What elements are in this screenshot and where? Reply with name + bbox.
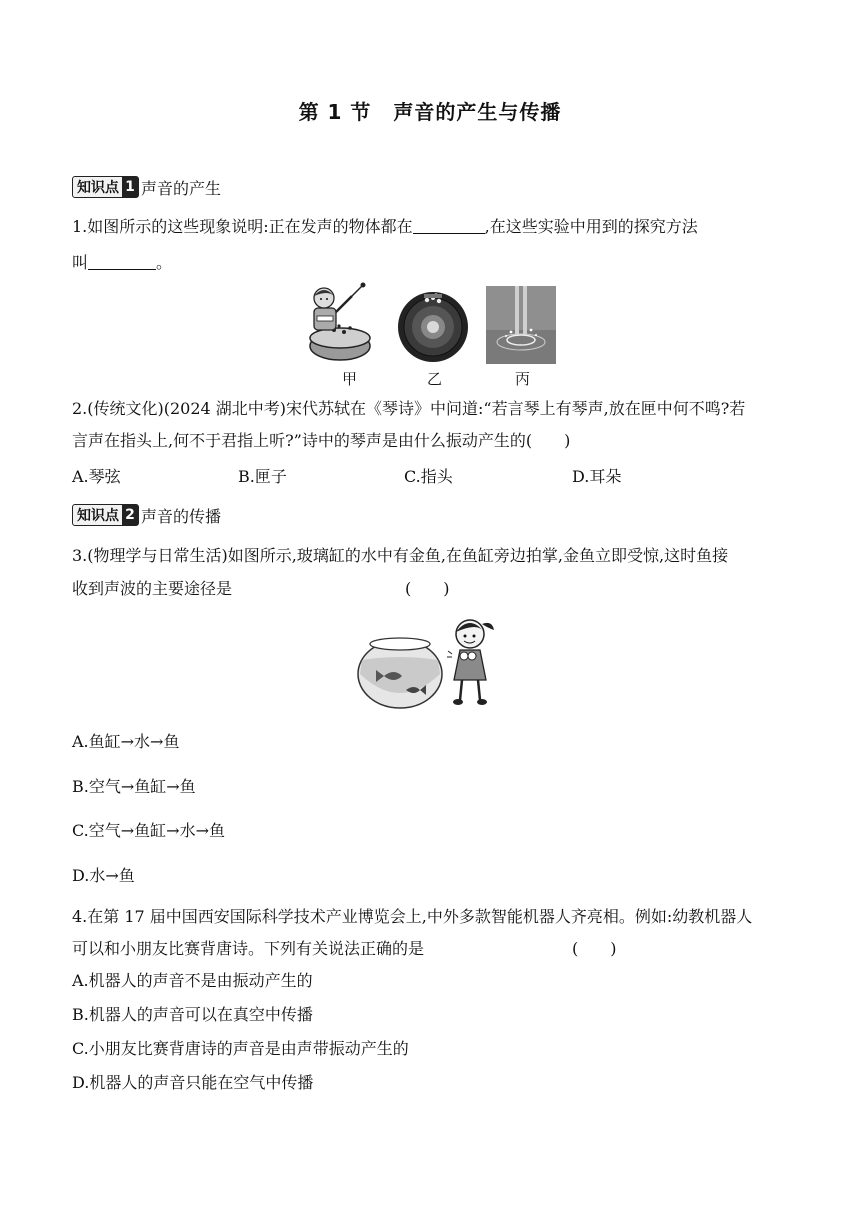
fishbowl-girl-illustration [356, 614, 502, 710]
question-2-line-1: 2.(传统文化)(2024 湖北中考)宋代苏轼在《琴诗》中问道:“若言琴上有琴声,放在匣中何不鸣?若 [72, 399, 746, 418]
figure-caption-yi: 乙 [427, 370, 443, 388]
question-4-line-1: 4.在第 17 届中国西安国际科学技术产业博览会上,中外多款智能机器人齐亮相。例如:幼教机器人 [72, 907, 753, 926]
figure-caption-bing: 丙 [515, 370, 531, 388]
knowledge-point-1-heading [72, 175, 221, 199]
question-4-option-c[interactable]: C.小朋友比赛背唐诗的声音是由声带振动产生的 [72, 1039, 409, 1058]
question-3-option-a[interactable]: A.鱼缸→水→鱼 [72, 732, 180, 751]
section-number: 第 1 节 [298, 100, 372, 124]
option-d[interactable]: D.耳朵 [572, 467, 622, 486]
tuning-fork-water-illustration [486, 286, 556, 364]
question-3-line-1: 3.(物理学与日常生活)如图所示,玻璃缸的水中有金鱼,在鱼缸旁边拍掌,金鱼立即受惊,这时鱼接 [72, 546, 729, 565]
question-3-option-b[interactable]: B.空气→鱼缸→鱼 [72, 777, 196, 796]
knowledge-point-badge: 知识点 1 [72, 176, 139, 198]
question-4-option-d[interactable]: D.机器人的声音只能在空气中传播 [72, 1073, 314, 1092]
knowledge-point-badge: 知识点 2 [72, 504, 139, 526]
answer-parentheses[interactable]: ( ) [572, 939, 617, 958]
figure-caption-jia: 甲 [342, 370, 358, 388]
drum-boy-illustration [300, 282, 384, 366]
section-name: 声音的产生与传播 [393, 100, 562, 124]
knowledge-point-2-heading [72, 503, 221, 527]
option-a[interactable]: A.琴弦 [72, 467, 121, 486]
question-4-line-2: 可以和小朋友比赛背唐诗。下列有关说法正确的是 [72, 939, 425, 958]
option-b[interactable]: B.匣子 [238, 467, 287, 486]
speaker-illustration [394, 286, 472, 364]
answer-parentheses[interactable]: ( ) [405, 579, 450, 598]
question-4-option-a[interactable]: A.机器人的声音不是由振动产生的 [72, 971, 313, 990]
page-title [0, 96, 860, 125]
question-1-line-1: 1.如图所示的这些现象说明:正在发声的物体都在 ,在这些实验中用到的探究方法 [72, 217, 698, 236]
answer-blank-1[interactable] [413, 217, 485, 234]
knowledge-point-label: 声音的传播 [141, 506, 222, 526]
question-3-option-c[interactable]: C.空气→鱼缸→水→鱼 [72, 821, 225, 840]
question-1-line-2: 叫 。 [72, 253, 173, 272]
question-3-line-2: 收到声波的主要途径是 [72, 579, 233, 598]
option-c[interactable]: C.指头 [404, 467, 453, 486]
knowledge-point-label: 声音的产生 [141, 178, 222, 198]
answer-parentheses[interactable]: ( ) [525, 431, 571, 450]
question-3-option-d[interactable]: D.水→鱼 [72, 866, 135, 885]
answer-blank-2[interactable] [88, 253, 156, 270]
question-2-line-2: 言声在指头上,何不于君指上听?”诗中的琴声是由什么振动产生的( ) [72, 431, 571, 450]
question-4-option-b[interactable]: B.机器人的声音可以在真空中传播 [72, 1005, 313, 1024]
